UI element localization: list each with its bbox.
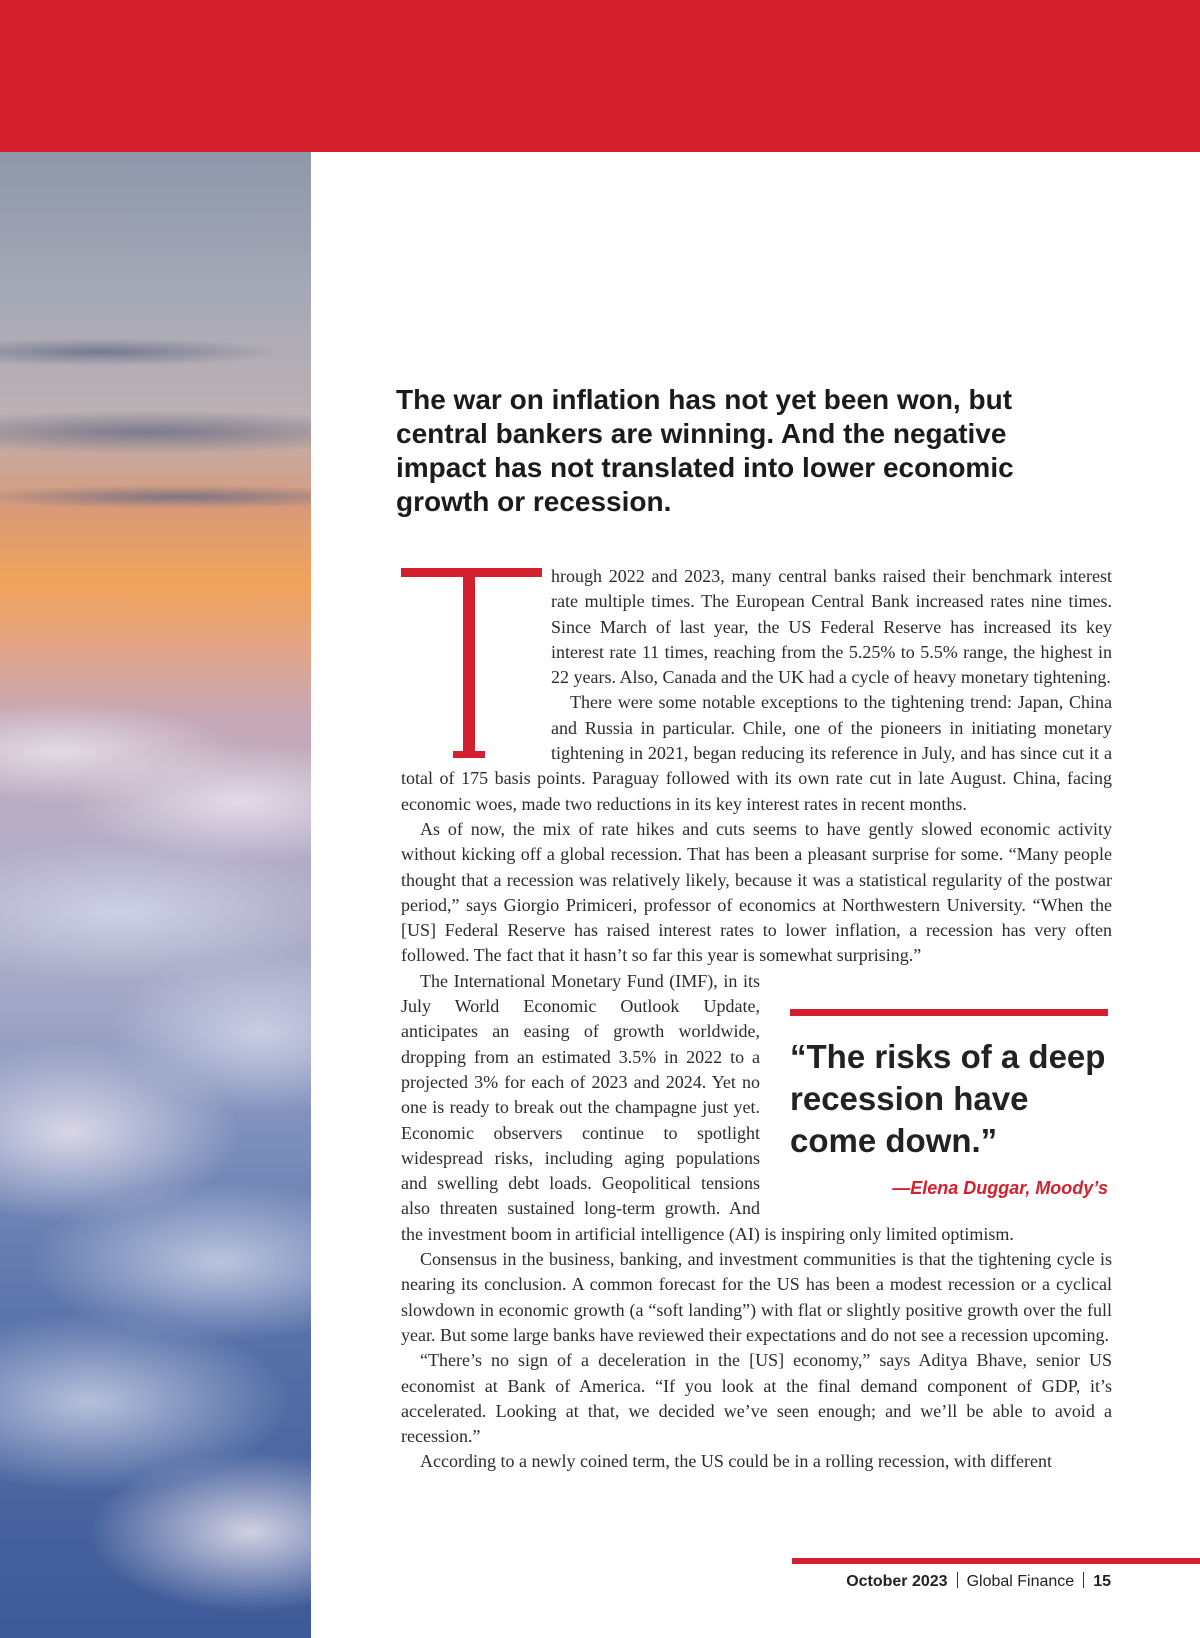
footer-publication: Global Finance (966, 1573, 1075, 1590)
paragraph-4: The International Monetary Fund (IMF), in its July World Economic Outlook Update, anticipates an easing of growth worldwide, dropping from an estimated 3.5% in 2022 to a projected 3% for each of 2023 and 2024. Yet no one is ready to break out the champagne just yet. Economic observers continue to spotlight widespread risks, including aging populations and swelling debt loads. Geopolitical tensions also threaten sustained long-term growth. And the investment boom in artificial intelligence (AI) is inspiring only limited optimism. (401, 970, 1014, 1244)
pull-quote-text: “The risks of a deep recession have come down.” (790, 1037, 1106, 1159)
top-banner (0, 0, 1200, 152)
pull-quote (790, 969, 1108, 1201)
paragraph-3: As of now, the mix of rate hikes and cuts seems to have gently slowed economic activity without kicking off a global recession. That has been a pleasant surprise for some. “Many people thought that a recession was relatively likely, because it was a statistical regularity of the postwar period,” says Giorgio Primiceri, professor of economics at Northwestern University. “When the [US] Federal Reserve has raised interest rates to lower inflation, a recession has very often followed. The fact that it hasn’t so far this year is somewhat surprising.” (401, 818, 1112, 966)
footer-month: October 2023 (846, 1573, 948, 1590)
footer-separator (957, 1572, 958, 1588)
footer-rule (792, 1558, 1200, 1564)
footer-separator (1083, 1572, 1084, 1588)
paragraph-5: Consensus in the business, banking, and investment communities is that the tightening cycle is nearing its conclusion. A common forecast for the US has been a modest recession or a cyclical slowdown in economic growth (a “soft landing”) with flat or slightly positive growth over the full year. But some large banks have reviewed their expectations and do not see a recession upcoming. (401, 1249, 1112, 1345)
pull-quote-attribution: —Elena Duggar, Moody’s (892, 1177, 1108, 1198)
paragraph-1: hrough 2022 and 2023, many central banks raised their benchmark interest rate multiple times. The European Central Bank increased rates nine times. Since March of last year, the US Federal Reserve has increased its key interest rate 11 times, reaching from the 5.25% to 5.5% range, the highest in 22 years. Also, Canada and the UK had a cycle of heavy monetary tightening. (551, 566, 1112, 688)
page-number: 15 (1093, 1573, 1111, 1590)
paragraph-7: According to a newly coined term, the US could be in a rolling recession, with different (420, 1451, 1052, 1472)
paragraph-6: “There’s no sign of a deceleration in the [US] economy,” says Aditya Bhave, senior US economist at Bank of America. “If you look at the final demand component of GDP, it’s accelerated. Looking at that, we decided we’ve seen enough; and we’ll be able to avoid a recession.” (401, 1350, 1112, 1447)
sky-cloud-photo (0, 152, 311, 1638)
drop-cap (401, 568, 543, 762)
article-body (401, 564, 1112, 1475)
page-footer (846, 1572, 1111, 1591)
pull-quote-rule (790, 1009, 1108, 1016)
article-deck: The war on inflation has not yet been won, but central bankers are winning. And the negative impact has not translated into lower economic growth or recession. (396, 384, 1014, 517)
paragraph-2: There were some notable exceptions to the tightening trend: Japan, China and Russia in particular. Chile, one of the pioneers in initiating monetary tightening in 2021, began reducing its reference in July, and has since cut it a total of 175 basis points. Paraguay followed with its own rate cut in late August. China, facing economic woes, made two reductions in its key interest rates in recent months. (401, 692, 1112, 814)
